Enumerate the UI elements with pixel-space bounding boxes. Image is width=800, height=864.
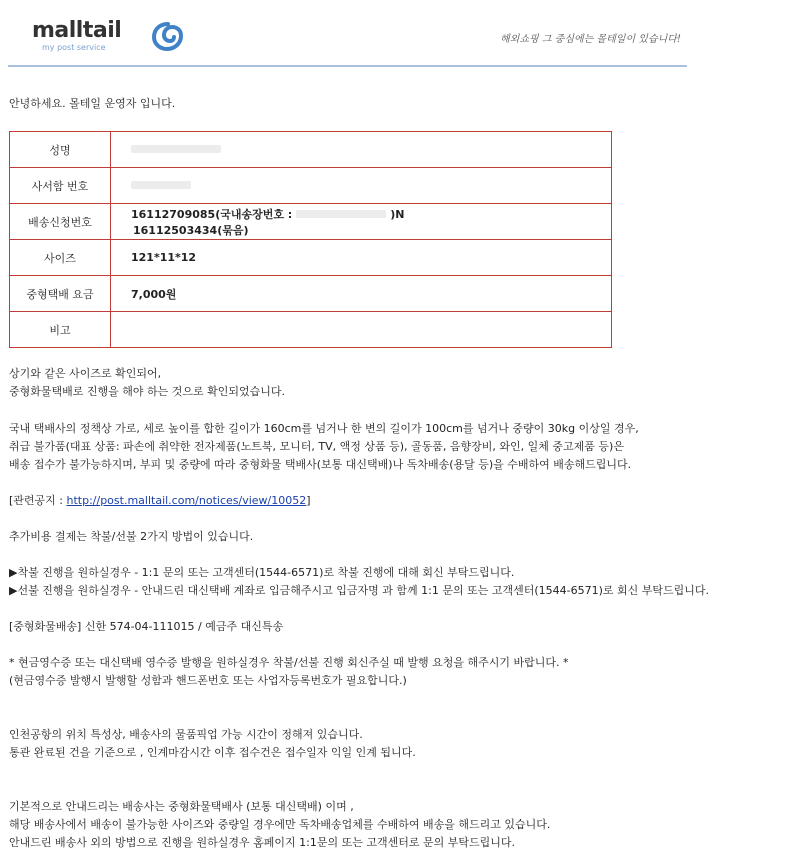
swirl-logo-icon — [150, 20, 186, 52]
shipment-info-table — [9, 131, 612, 348]
logo-text: malltail — [32, 18, 122, 43]
text-line: 기본적으로 안내드리는 배송사는 중형화물택배사 (보통 대신택배) 이며 , — [9, 800, 354, 813]
shipping-number-2: 16112503434(묶음) — [133, 223, 249, 237]
table-row — [10, 204, 612, 240]
text-line: (현금영수증 발행시 발행할 성함과 핸드폰번호 또는 사업자등록번호가 필요합니다.) — [9, 674, 407, 687]
confirm-paragraph — [9, 365, 285, 401]
table-row — [10, 132, 612, 168]
value-pobox — [111, 168, 612, 204]
value-shipping-request — [111, 204, 612, 240]
header-divider — [8, 65, 687, 67]
text-line: 배송 접수가 불가능하지며, 부피 및 중량에 따라 중형화물 택배사(보통 대신택배)나 독차배송(용달 등)을 수배하여 배송해드립니다. — [9, 458, 632, 471]
prepaid-option: ▶선불 진행을 원하실경우 - 안내드린 대신택배 계좌로 입금해주시고 입금자명 과 함께 1:1 문의 또는 고객센터(1544-6571)로 회신 부탁드립니다. — [9, 584, 710, 597]
payment-options — [9, 564, 709, 600]
greeting: 안녕하세요. 몰테일 운영자 입니다. — [9, 97, 176, 110]
value-size: 121*11*12 — [111, 240, 612, 276]
notice-link[interactable]: http://post.malltail.com/notices/view/10052 — [66, 494, 307, 507]
text-line: 취급 불가품(대표 상품: 파손에 취약한 전자제품(노트북, 모니터, TV, 액정 상품 등), 골동품, 음향장비, 와인, 일체 중고제품 등)은 — [9, 440, 624, 453]
label-fee: 중형택배 요금 — [10, 276, 111, 312]
receipt-notice — [9, 654, 568, 690]
text-line: 통관 완료된 건을 기준으로 , 인계마감시간 이후 접수건은 접수일자 익일 인계 됩니다. — [9, 746, 416, 759]
bank-account: [중형화물배송] 신한 574-04-111015 / 예금주 대신특송 — [9, 620, 284, 633]
email-header — [0, 0, 800, 70]
text-line: 중형화물택배로 진행을 해야 하는 것으로 확인되었습니다. — [9, 385, 286, 398]
table-row — [10, 276, 612, 312]
carrier-notice — [9, 798, 550, 852]
related-notice — [9, 492, 311, 510]
shipping-number-1-end: )N — [390, 207, 405, 221]
slogan: 해외쇼핑 그 중심에는 몰테일이 있습니다! — [500, 34, 681, 45]
text-line: 안내드린 배송사 외의 방법으로 진행을 원하실경우 홈페이지 1:1문의 또는 고객센터로 문의 부탁드립니다. — [9, 836, 515, 849]
airport-notice — [9, 726, 416, 762]
table-row — [10, 168, 612, 204]
payment-intro: 추가비용 결제는 착불/선불 2가지 방법이 있습니다. — [9, 530, 254, 543]
text-line: 해당 배송사에서 배송이 불가능한 사이즈와 중량일 경우에만 독차배송업체를 수배하여 배송을 해드리고 있습니다. — [9, 818, 551, 831]
label-name: 성명 — [10, 132, 111, 168]
policy-paragraph — [9, 420, 639, 474]
malltail-logo[interactable] — [32, 20, 121, 52]
table-row — [10, 240, 612, 276]
value-remarks — [111, 312, 612, 348]
text-line: 상기와 같은 사이즈로 확인되어, — [9, 367, 162, 380]
notice-prefix: [관련공지 : — [9, 494, 67, 507]
label-size: 사이즈 — [10, 240, 111, 276]
table-row — [10, 312, 612, 348]
value-fee: 7,000원 — [111, 276, 612, 312]
shipping-number-1: 16112709085(국내송장번호 : — [131, 207, 293, 221]
notice-suffix: ] — [306, 494, 311, 507]
text-line: 국내 택배사의 정책상 가로, 세로 높이를 합한 길이가 160cm를 넘거나 한 변의 길이가 100cm를 넘거나 중량이 30kg 이상일 경우, — [9, 422, 639, 435]
value-name — [111, 132, 612, 168]
cod-option: ▶착불 진행을 원하실경우 - 1:1 문의 또는 고객센터(1544-6571)로 착불 진행에 대해 회신 부탁드립니다. — [9, 566, 515, 579]
label-shipping-request: 배송신청번호 — [10, 204, 111, 240]
text-line: 인천공항의 위치 특성상, 배송사의 물품픽업 가능 시간이 정해져 있습니다. — [9, 728, 363, 741]
text-line: * 현금영수증 또는 대신택배 영수증 발행을 원하실경우 착불/선불 진행 회신주실 때 발행 요청을 해주시기 바랍니다. * — [9, 656, 569, 669]
label-remarks: 비고 — [10, 312, 111, 348]
label-pobox: 사서함 번호 — [10, 168, 111, 204]
logo-subtitle: my post service — [42, 43, 106, 52]
